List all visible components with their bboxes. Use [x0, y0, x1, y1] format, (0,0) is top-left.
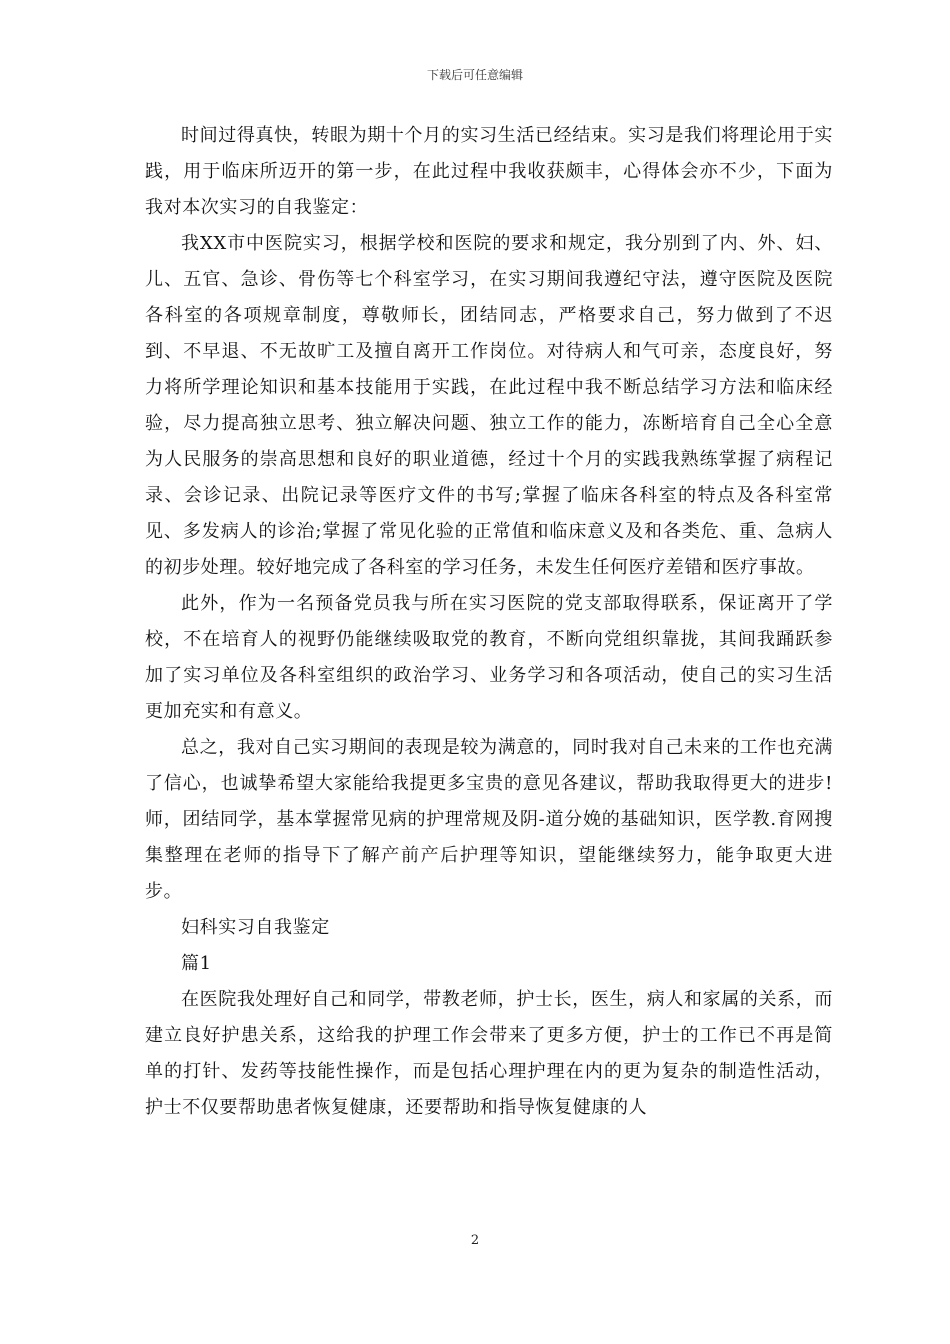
paragraph-intro: 时间过得真快，转眼为期十个月的实习生活已经结束。实习是我们将理论用于实践，用于临床所迈开的第一步，在此过程中我收获颇丰，心得体会亦不少，下面为我对本次实习的自我鉴定： — [145, 125, 833, 218]
paragraph-party-member: 此外，作为一名预备党员我与所在实习医院的党支部取得联系，保证离开了学校，不在培育人的视野仍能继续吸取党的教育，不断向党组织靠拢，其间我踊跃参加了实习单位及各科室组织的政治学习、业务学习和各项活动，使自己的实习生活更加充实和有意义。 — [145, 593, 833, 722]
paragraph-relations: 在医院我处理好自己和同学，带教老师，护士长，医生，病人和家属的关系，而建立良好护患关系，这给我的护理工作会带来了更多方便，护士的工作已不再是简单的打针、发药等技能性操作，而是包括心理护理在内的更为复杂的制造性活动，护士不仅要帮助患者恢复健康，还要帮助和指导恢复健康的人 — [145, 989, 833, 1118]
page-number: 2 — [470, 1233, 480, 1248]
section-heading: 妇科实习自我鉴定 — [181, 917, 330, 938]
section-subheading: 篇1 — [181, 953, 212, 974]
page-header: 下载后可任意编辑 — [426, 68, 523, 82]
document-body — [145, 118, 833, 1126]
paragraph-internship-details: 我XX市中医院实习，根据学校和医院的要求和规定，我分别到了内、外、妇、儿、五官、急诊、骨伤等七个科室学习，在实习期间我遵纪守法，遵守医院及医院各科室的各项规章制度，尊敬师长，团结同志，严格要求自己，努力做到了不迟到、不早退、不无故旷工及擅自离开工作岗位。对待病人和气可亲，态度良好，努力将所学理论知识和基本技能用于实践，在此过程中我不断总结学习方法和临床经验，尽力提高独立思考、独立解决问题、独立工作的能力，冻断培育自己全心全意为人民服务的崇高思想和良好的职业道德，经过十个月的实践我熟练掌握了病程记录、会诊记录、出院记录等医疗文件的书写;掌握了临床各科室的特点及各科室常见、多发病人的诊治;掌握了常见化验的正常值和临床意义及和各类危、重、急病人的初步处理。较好地完成了各科室的学习任务，未发生任何医疗差错和医疗事故。 — [145, 233, 833, 578]
paragraph-conclusion: 总之，我对自己实习期间的表现是较为满意的，同时我对自己未来的工作也充满了信心，也诚挚希望大家能给我提更多宝贵的意见各建议，帮助我取得更大的进步!师，团结同学，基本掌握常见病的护理常规及阴-道分娩的基础知识，医学教.育网搜集整理在老师的指导下了解产前产后护理等知识，望能继续努力，能争取更大进步。 — [145, 737, 833, 902]
